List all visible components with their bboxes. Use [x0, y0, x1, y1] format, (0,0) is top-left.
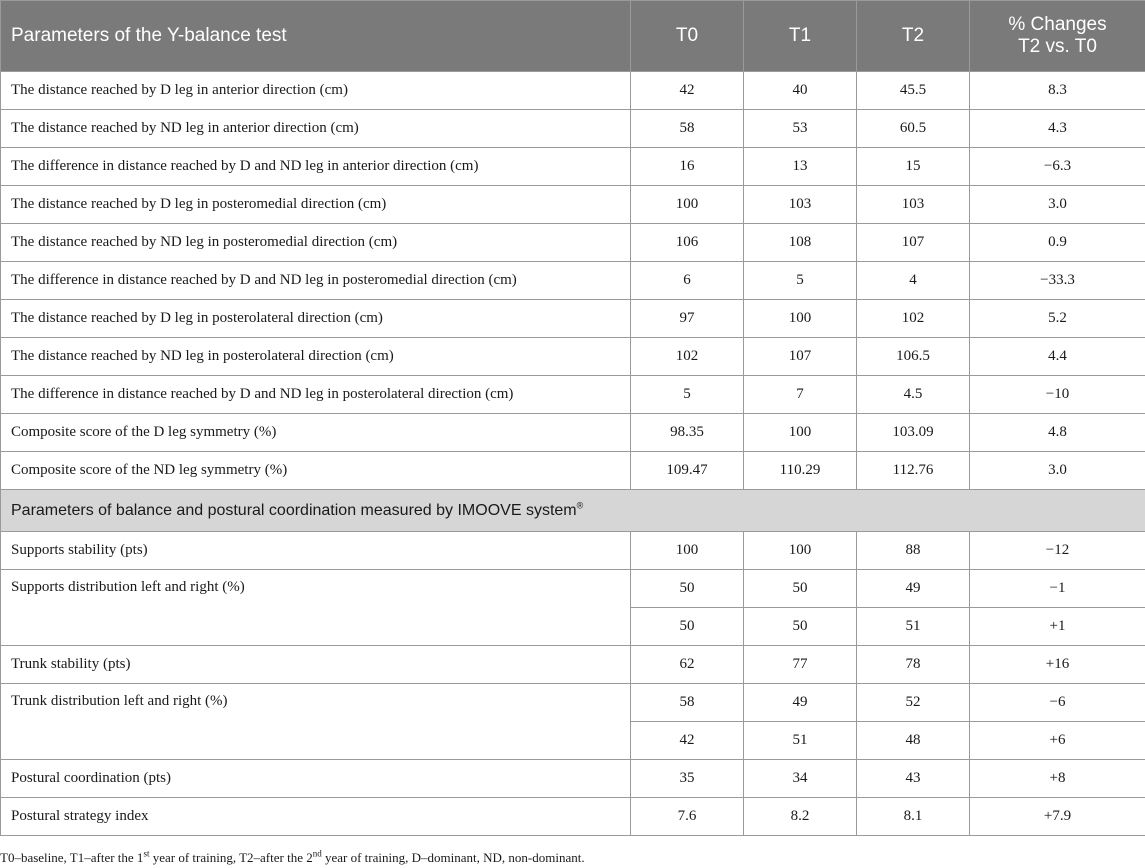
header-t1: T1: [744, 1, 857, 72]
cell-change: 5.2: [970, 300, 1145, 338]
header-t0: T0: [631, 1, 744, 72]
row-label: The difference in distance reached by D and ND leg in anterior direction (cm): [1, 148, 631, 186]
row-label: The difference in distance reached by D and ND leg in posteromedial direction (cm): [1, 262, 631, 300]
cell-t1: 100: [744, 300, 857, 338]
cell-t2: 88: [857, 532, 970, 570]
cell-t2: 102: [857, 300, 970, 338]
cell-t2: 107: [857, 224, 970, 262]
cell-t2: 103: [857, 186, 970, 224]
registered-mark: ®: [576, 500, 584, 511]
cell-t0: 42: [631, 722, 744, 760]
cell-change: 4.3: [970, 110, 1145, 148]
footnote-sup2: nd: [312, 848, 322, 859]
header-change: [970, 1, 1145, 72]
cell-t1: 50: [744, 570, 857, 608]
cell-t1: 40: [744, 72, 857, 110]
cell-t1: 107: [744, 338, 857, 376]
cell-change: −6: [970, 684, 1145, 722]
row-label: Trunk distribution left and right (%): [1, 684, 631, 760]
cell-t0: 7.6: [631, 798, 744, 836]
cell-t0: 106: [631, 224, 744, 262]
cell-t2: 103.09: [857, 414, 970, 452]
cell-change: +1: [970, 608, 1145, 646]
cell-change: +16: [970, 646, 1145, 684]
cell-change: −10: [970, 376, 1145, 414]
cell-t2: 78: [857, 646, 970, 684]
cell-t2: 15: [857, 148, 970, 186]
table-row: [1, 414, 1145, 452]
cell-t2: 112.76: [857, 452, 970, 490]
cell-change: 4.8: [970, 414, 1145, 452]
cell-t1: 108: [744, 224, 857, 262]
row-label: Composite score of the ND leg symmetry (%): [1, 452, 631, 490]
cell-change: 4.4: [970, 338, 1145, 376]
cell-change: 3.0: [970, 186, 1145, 224]
cell-t1: 110.29: [744, 452, 857, 490]
table-row: [1, 338, 1145, 376]
cell-t0: 35: [631, 760, 744, 798]
table-row: [1, 684, 1145, 722]
header-change-line2: T2 vs. T0: [1018, 36, 1097, 57]
section-header-row: [1, 490, 1145, 532]
row-label: The distance reached by D leg in posteromedial direction (cm): [1, 186, 631, 224]
table-row: [1, 300, 1145, 338]
cell-t0: 102: [631, 338, 744, 376]
cell-t0: 97: [631, 300, 744, 338]
row-label: The distance reached by D leg in anterior direction (cm): [1, 72, 631, 110]
row-label: Trunk stability (pts): [1, 646, 631, 684]
section-title: [1, 490, 1145, 532]
header-change-line1: % Changes: [1008, 14, 1107, 35]
cell-t1: 51: [744, 722, 857, 760]
row-label: The difference in distance reached by D and ND leg in posterolateral direction (cm): [1, 376, 631, 414]
cell-t0: 98.35: [631, 414, 744, 452]
table-row: [1, 452, 1145, 490]
cell-t1: 5: [744, 262, 857, 300]
cell-t1: 34: [744, 760, 857, 798]
table-row: [1, 262, 1145, 300]
header-t2: T2: [857, 1, 970, 72]
cell-t1: 100: [744, 414, 857, 452]
cell-t0: 50: [631, 570, 744, 608]
cell-change: 8.3: [970, 72, 1145, 110]
cell-t1: 50: [744, 608, 857, 646]
footnote-part2: year of training, T2–after the 2: [149, 850, 313, 865]
cell-t1: 103: [744, 186, 857, 224]
cell-t2: 52: [857, 684, 970, 722]
cell-t1: 8.2: [744, 798, 857, 836]
cell-change: 3.0: [970, 452, 1145, 490]
cell-t0: 62: [631, 646, 744, 684]
cell-t0: 50: [631, 608, 744, 646]
header-row: [1, 1, 1145, 72]
cell-t0: 16: [631, 148, 744, 186]
cell-t0: 100: [631, 186, 744, 224]
cell-change: −12: [970, 532, 1145, 570]
cell-change: −1: [970, 570, 1145, 608]
cell-t0: 6: [631, 262, 744, 300]
cell-change: −6.3: [970, 148, 1145, 186]
row-label: Postural coordination (pts): [1, 760, 631, 798]
cell-t0: 58: [631, 110, 744, 148]
cell-change: +7.9: [970, 798, 1145, 836]
cell-t0: 42: [631, 72, 744, 110]
table-row: [1, 186, 1145, 224]
cell-t1: 100: [744, 532, 857, 570]
row-label: Supports stability (pts): [1, 532, 631, 570]
cell-t2: 4: [857, 262, 970, 300]
cell-change: +6: [970, 722, 1145, 760]
cell-t2: 106.5: [857, 338, 970, 376]
cell-t2: 45.5: [857, 72, 970, 110]
cell-t2: 4.5: [857, 376, 970, 414]
cell-t2: 8.1: [857, 798, 970, 836]
cell-change: +8: [970, 760, 1145, 798]
cell-change: 0.9: [970, 224, 1145, 262]
cell-t1: 49: [744, 684, 857, 722]
table-row: [1, 532, 1145, 570]
cell-t2: 43: [857, 760, 970, 798]
row-label: Supports distribution left and right (%): [1, 570, 631, 646]
cell-t0: 58: [631, 684, 744, 722]
cell-t2: 48: [857, 722, 970, 760]
footnote-sup1: st: [143, 848, 150, 859]
row-label: Composite score of the D leg symmetry (%): [1, 414, 631, 452]
row-label: The distance reached by ND leg in posterolateral direction (cm): [1, 338, 631, 376]
table-row: [1, 376, 1145, 414]
footnote-part1: T0–baseline, T1–after the 1: [0, 850, 144, 865]
table-row: [1, 570, 1145, 608]
row-label: The distance reached by ND leg in anterior direction (cm): [1, 110, 631, 148]
table-row: [1, 110, 1145, 148]
cell-t2: 51: [857, 608, 970, 646]
table-row: [1, 72, 1145, 110]
cell-t0: 100: [631, 532, 744, 570]
header-parameters: Parameters of the Y-balance test: [1, 1, 631, 72]
cell-t0: 5: [631, 376, 744, 414]
cell-change: −33.3: [970, 262, 1145, 300]
table-row: [1, 760, 1145, 798]
cell-t1: 53: [744, 110, 857, 148]
cell-t1: 13: [744, 148, 857, 186]
section-title-text: Parameters of balance and postural coordination measured by IMOOVE system: [11, 501, 577, 519]
footnote: [0, 850, 1145, 866]
table-row: [1, 224, 1145, 262]
cell-t2: 49: [857, 570, 970, 608]
table-row: [1, 148, 1145, 186]
footnote-part3: year of training, D–dominant, ND, non-dominant.: [321, 850, 585, 865]
row-label: Postural strategy index: [1, 798, 631, 836]
row-label: The distance reached by ND leg in posteromedial direction (cm): [1, 224, 631, 262]
cell-t1: 7: [744, 376, 857, 414]
table-row: [1, 646, 1145, 684]
cell-t1: 77: [744, 646, 857, 684]
row-label: The distance reached by D leg in posterolateral direction (cm): [1, 300, 631, 338]
cell-t2: 60.5: [857, 110, 970, 148]
table-row: [1, 798, 1145, 836]
cell-t0: 109.47: [631, 452, 744, 490]
